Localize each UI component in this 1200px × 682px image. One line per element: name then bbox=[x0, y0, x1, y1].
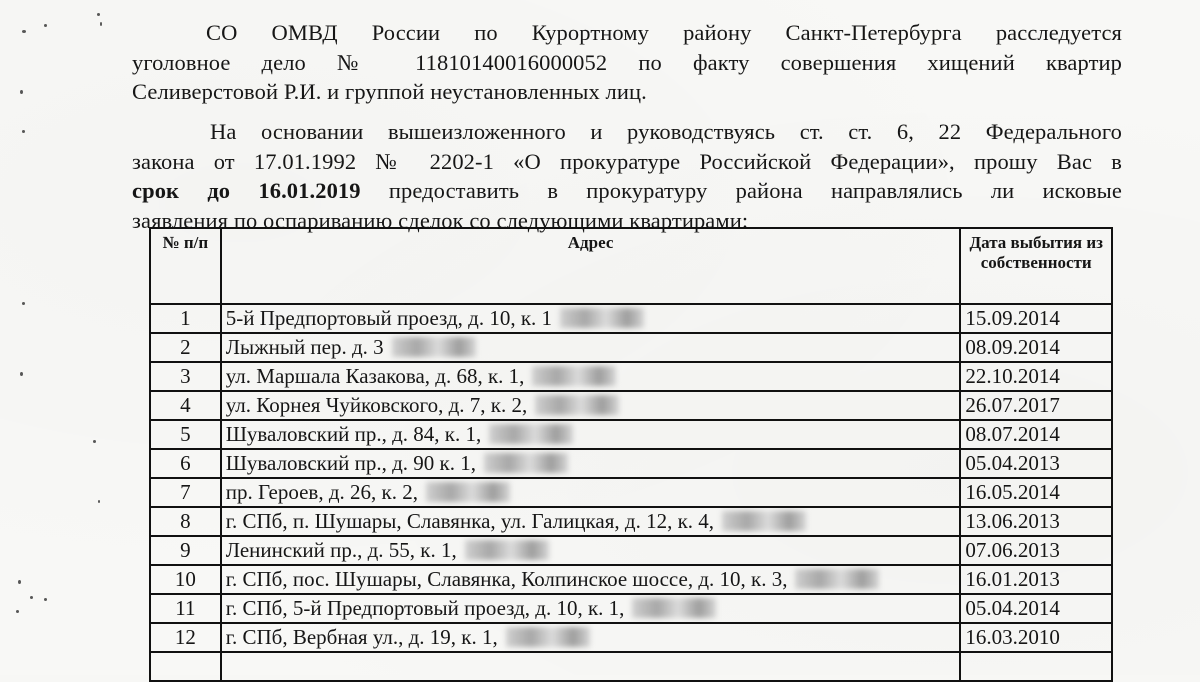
paragraph-line: СО ОМВД России по Курортному району Санкт-Петербурга расследуется bbox=[206, 20, 1122, 45]
row-date: 08.07.2014 bbox=[960, 420, 1112, 449]
redacted-apartment-number bbox=[560, 308, 644, 328]
table-row bbox=[150, 333, 1112, 362]
table-row bbox=[150, 449, 1112, 478]
paragraph-line: На основании вышеизложенного и руководствуясь ст. ст. 6, 22 Федерального bbox=[210, 119, 1122, 144]
table-row bbox=[150, 391, 1112, 420]
row-address-cell bbox=[221, 362, 961, 391]
paragraph-line: закона от 17.01.1992 № 2202-1 «О прокуратуре Российской Федерации», прошу Вас в bbox=[132, 148, 1122, 174]
redacted-apartment-number bbox=[632, 598, 716, 618]
row-date: 16.01.2013 bbox=[960, 565, 1112, 594]
row-date: 07.06.2013 bbox=[960, 536, 1112, 565]
table-row bbox=[150, 362, 1112, 391]
header-number: № п/п bbox=[150, 228, 221, 304]
table-header-row bbox=[150, 228, 1112, 304]
row-address: Шуваловский пр., д. 90 к. 1, bbox=[225, 451, 476, 475]
row-address-cell bbox=[221, 304, 961, 333]
scan-speck bbox=[30, 596, 33, 599]
row-date: 08.09.2014 bbox=[960, 333, 1112, 362]
scan-speck bbox=[93, 440, 96, 443]
scan-speck bbox=[44, 24, 47, 27]
apartments-table bbox=[149, 227, 1113, 682]
redacted-apartment-number bbox=[506, 627, 590, 647]
row-address-cell bbox=[221, 420, 961, 449]
redacted-apartment-number bbox=[532, 366, 616, 386]
table-row bbox=[150, 536, 1112, 565]
row-address: Шуваловский пр., д. 84, к. 1, bbox=[225, 422, 482, 446]
row-number: 3 bbox=[150, 362, 221, 391]
redacted-apartment-number bbox=[489, 424, 573, 444]
header-address: Адрес bbox=[221, 228, 961, 304]
row-address: г. СПб, Вербная ул., д. 19, к. 1, bbox=[225, 625, 498, 649]
row-address: Лыжный пер. д. 3 bbox=[225, 335, 384, 359]
row-date: 16.03.2010 bbox=[960, 623, 1112, 652]
table-row-cutoff bbox=[150, 652, 1112, 681]
row-address-cell bbox=[221, 449, 961, 478]
scan-speck bbox=[22, 30, 26, 33]
row-date: 26.07.2017 bbox=[960, 391, 1112, 420]
scan-speck bbox=[20, 90, 23, 94]
cutoff-cell bbox=[960, 652, 1112, 681]
scan-speck bbox=[18, 580, 21, 584]
header-date: Дата выбытия из собственности bbox=[960, 228, 1112, 304]
row-address-cell bbox=[221, 536, 961, 565]
row-address-cell bbox=[221, 478, 961, 507]
deadline-text: срок до 16.01.2019 bbox=[132, 178, 361, 203]
row-number: 10 bbox=[150, 565, 221, 594]
row-number: 8 bbox=[150, 507, 221, 536]
paragraph-line-rest: предоставить в прокуратуру района направлялись ли исковые bbox=[360, 178, 1122, 203]
row-number: 12 bbox=[150, 623, 221, 652]
paragraph-line: уголовное дело № 11810140016000052 по факту совершения хищений квартир bbox=[132, 49, 1122, 75]
table-row bbox=[150, 420, 1112, 449]
table-row bbox=[150, 594, 1112, 623]
row-address-cell bbox=[221, 391, 961, 420]
table-row bbox=[150, 304, 1112, 333]
row-date: 22.10.2014 bbox=[960, 362, 1112, 391]
row-address-cell bbox=[221, 623, 961, 652]
row-date: 16.05.2014 bbox=[960, 478, 1112, 507]
scan-speck bbox=[100, 22, 102, 26]
row-address: г. СПб, пос. Шушары, Славянка, Колпинское шоссе, д. 10, к. 3, bbox=[225, 567, 788, 591]
scan-speck bbox=[22, 130, 25, 133]
row-number: 1 bbox=[150, 304, 221, 333]
redacted-apartment-number bbox=[535, 395, 619, 415]
redacted-apartment-number bbox=[392, 337, 476, 357]
row-address: г. СПб, п. Шушары, Славянка, ул. Галицкая, д. 12, к. 4, bbox=[225, 509, 715, 533]
paragraph-request bbox=[132, 117, 1122, 235]
row-address: ул. Корнея Чуйковского, д. 7, к. 2, bbox=[225, 393, 528, 417]
row-date: 15.09.2014 bbox=[960, 304, 1112, 333]
row-number: 5 bbox=[150, 420, 221, 449]
row-date: 05.04.2013 bbox=[960, 449, 1112, 478]
redacted-apartment-number bbox=[426, 482, 510, 502]
row-number: 2 bbox=[150, 333, 221, 362]
redacted-apartment-number bbox=[465, 540, 549, 560]
table-row bbox=[150, 565, 1112, 594]
row-number: 4 bbox=[150, 391, 221, 420]
paragraph-line: Селиверстовой Р.И. и группой неустановленных лиц. bbox=[132, 79, 647, 104]
row-address-cell bbox=[221, 565, 961, 594]
row-address: г. СПб, 5-й Предпортовый проезд, д. 10, к. 1, bbox=[225, 596, 625, 620]
row-address: ул. Маршала Казакова, д. 68, к. 1, bbox=[225, 364, 525, 388]
row-number: 6 bbox=[150, 449, 221, 478]
paragraph-investigation bbox=[132, 18, 1122, 107]
row-address: Ленинский пр., д. 55, к. 1, bbox=[225, 538, 457, 562]
table-row bbox=[150, 623, 1112, 652]
cutoff-cell bbox=[150, 652, 221, 681]
scan-speck bbox=[44, 598, 47, 601]
row-date: 05.04.2014 bbox=[960, 594, 1112, 623]
paragraph-line: заявления по оспариванию сделок со следующими квартирами: bbox=[132, 207, 749, 233]
row-address: пр. Героев, д. 26, к. 2, bbox=[225, 480, 418, 504]
row-address-cell bbox=[221, 333, 961, 362]
row-address-cell bbox=[221, 594, 961, 623]
redacted-apartment-number bbox=[484, 453, 568, 473]
row-number: 7 bbox=[150, 478, 221, 507]
table-row bbox=[150, 478, 1112, 507]
scan-speck bbox=[20, 372, 23, 376]
table-body bbox=[150, 304, 1112, 681]
table-row bbox=[150, 507, 1112, 536]
row-number: 11 bbox=[150, 594, 221, 623]
scan-speck bbox=[16, 610, 19, 613]
scan-speck bbox=[97, 13, 100, 16]
redacted-apartment-number bbox=[722, 511, 806, 531]
redacted-apartment-number bbox=[795, 569, 879, 589]
paragraph-line bbox=[132, 176, 1122, 206]
scan-speck bbox=[98, 500, 100, 503]
row-address: 5-й Предпортовый проезд, д. 10, к. 1 bbox=[225, 306, 553, 330]
row-address-cell bbox=[221, 507, 961, 536]
cutoff-cell bbox=[221, 652, 961, 681]
row-date: 13.06.2013 bbox=[960, 507, 1112, 536]
row-number: 9 bbox=[150, 536, 221, 565]
scan-speck bbox=[22, 302, 25, 305]
